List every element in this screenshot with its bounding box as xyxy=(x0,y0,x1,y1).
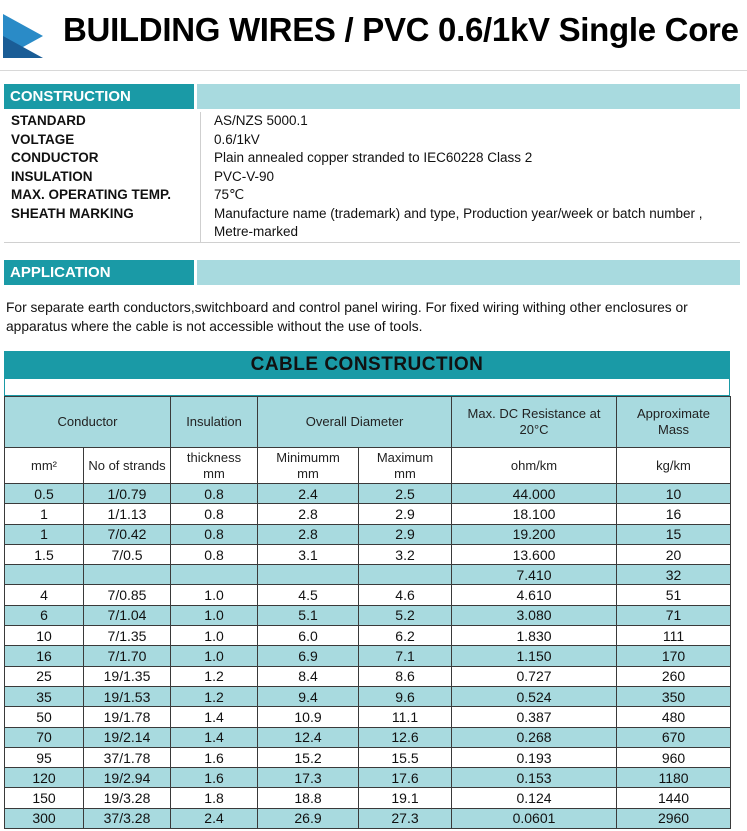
cell-mass: 16 xyxy=(617,504,731,524)
cell-min-diameter: 10.9 xyxy=(258,707,359,727)
table-row xyxy=(5,544,731,564)
table-row xyxy=(5,484,731,504)
cell-min-diameter: 17.3 xyxy=(258,768,359,788)
cell-min-diameter: 26.9 xyxy=(258,808,359,828)
subheader-mm2: mm² xyxy=(5,448,84,484)
cell-resistance: 0.524 xyxy=(452,686,617,706)
cell-mm2: 50 xyxy=(5,707,84,727)
cell-min-diameter: 6.0 xyxy=(258,626,359,646)
cell-thickness: 0.8 xyxy=(171,544,258,564)
cell-strands xyxy=(84,565,171,585)
cell-mass: 10 xyxy=(617,484,731,504)
spec-key: MAX. OPERATING TEMP. xyxy=(11,187,172,202)
cell-strands: 7/0.42 xyxy=(84,524,171,544)
cell-max-diameter: 7.1 xyxy=(359,646,452,666)
cell-min-diameter: 2.8 xyxy=(258,524,359,544)
spec-key: INSULATION xyxy=(11,168,93,184)
cell-thickness: 1.2 xyxy=(171,686,258,706)
cell-mm2: 95 xyxy=(5,747,84,767)
table-row xyxy=(5,504,731,524)
cell-max-diameter: 4.6 xyxy=(359,585,452,605)
title-arrow-shade-icon xyxy=(3,36,43,58)
table-row xyxy=(5,626,731,646)
spec-value: 75℃ xyxy=(200,186,740,205)
spec-key: STANDARD xyxy=(11,113,86,128)
cable-construction-title: CABLE CONSTRUCTION xyxy=(4,351,730,379)
cell-max-diameter: 8.6 xyxy=(359,666,452,686)
cell-mass: 350 xyxy=(617,686,731,706)
header-resistance: Max. DC Resistance at 20°C xyxy=(452,397,617,448)
cell-mass: 170 xyxy=(617,646,731,666)
spec-key: CONDUCTOR xyxy=(11,150,99,165)
cell-resistance: 3.080 xyxy=(452,605,617,625)
cell-thickness xyxy=(171,565,258,585)
cell-resistance: 1.830 xyxy=(452,626,617,646)
cell-strands: 7/0.5 xyxy=(84,544,171,564)
cell-mm2: 120 xyxy=(5,768,84,788)
cell-strands: 7/1.04 xyxy=(84,605,171,625)
cell-strands: 37/1.78 xyxy=(84,747,171,767)
cell-min-diameter: 5.1 xyxy=(258,605,359,625)
table-row xyxy=(5,524,731,544)
cell-max-diameter: 3.2 xyxy=(359,544,452,564)
cell-thickness: 1.4 xyxy=(171,727,258,747)
table-row xyxy=(5,666,731,686)
cell-resistance: 44.000 xyxy=(452,484,617,504)
spec-value: AS/NZS 5000.1 xyxy=(200,112,740,131)
cell-mm2: 1 xyxy=(5,504,84,524)
subheader-strands: No of strands xyxy=(84,448,171,484)
cell-min-diameter xyxy=(258,565,359,585)
cell-min-diameter: 3.1 xyxy=(258,544,359,564)
cell-min-diameter: 6.9 xyxy=(258,646,359,666)
subheader-maximum: Maximum mm xyxy=(359,448,452,484)
cell-strands: 37/3.28 xyxy=(84,808,171,828)
cell-mass: 15 xyxy=(617,524,731,544)
subheader-minimum: Minimumm mm xyxy=(258,448,359,484)
cell-resistance: 0.124 xyxy=(452,788,617,808)
table-row xyxy=(5,788,731,808)
cell-strands: 19/1.53 xyxy=(84,686,171,706)
construction-section-label: CONSTRUCTION xyxy=(4,84,194,109)
cell-thickness: 1.0 xyxy=(171,605,258,625)
cell-max-diameter: 2.9 xyxy=(359,524,452,544)
spec-value: 0.6/1kV xyxy=(200,131,740,150)
application-section-label: APPLICATION xyxy=(4,260,194,285)
table-row xyxy=(5,565,731,585)
cell-mm2: 150 xyxy=(5,788,84,808)
spec-row-sheath-marking xyxy=(4,205,740,242)
spec-value: Manufacture name (trademark) and type, Production year/week or batch number , Metre-marked xyxy=(200,205,740,242)
cell-resistance: 18.100 xyxy=(452,504,617,524)
title-divider xyxy=(0,70,747,71)
table-row xyxy=(5,646,731,666)
spec-key: VOLTAGE xyxy=(11,131,75,147)
cell-thickness: 1.6 xyxy=(171,768,258,788)
application-section-bar xyxy=(4,260,740,285)
cell-mm2 xyxy=(5,565,84,585)
cell-max-diameter: 9.6 xyxy=(359,686,452,706)
cell-resistance: 4.610 xyxy=(452,585,617,605)
cell-min-diameter: 9.4 xyxy=(258,686,359,706)
cell-resistance: 1.150 xyxy=(452,646,617,666)
cell-mass: 670 xyxy=(617,727,731,747)
cell-mass: 1180 xyxy=(617,768,731,788)
table-row xyxy=(5,727,731,747)
cell-max-diameter: 12.6 xyxy=(359,727,452,747)
cell-max-diameter: 17.6 xyxy=(359,768,452,788)
header-insulation: Insulation xyxy=(171,397,258,448)
table-row xyxy=(5,707,731,727)
cell-mass: 1440 xyxy=(617,788,731,808)
spec-row-insulation xyxy=(4,168,740,187)
cable-construction-table-wrap xyxy=(4,351,730,829)
cell-strands: 7/1.70 xyxy=(84,646,171,666)
cell-thickness: 0.8 xyxy=(171,524,258,544)
cell-resistance: 19.200 xyxy=(452,524,617,544)
cell-strands: 19/2.94 xyxy=(84,768,171,788)
table-row xyxy=(5,585,731,605)
cell-thickness: 0.8 xyxy=(171,484,258,504)
cell-thickness: 1.0 xyxy=(171,585,258,605)
spec-row-standard xyxy=(4,112,740,131)
cell-thickness: 2.4 xyxy=(171,808,258,828)
cell-resistance: 0.193 xyxy=(452,747,617,767)
cell-max-diameter: 5.2 xyxy=(359,605,452,625)
spec-key: SHEATH MARKING xyxy=(11,205,134,221)
construction-spec-list xyxy=(4,112,740,242)
cell-mm2: 300 xyxy=(5,808,84,828)
cell-min-diameter: 18.8 xyxy=(258,788,359,808)
cell-resistance: 0.727 xyxy=(452,666,617,686)
header-mass: Approximate Mass xyxy=(617,397,731,448)
cell-mm2: 10 xyxy=(5,626,84,646)
cell-mm2: 1.5 xyxy=(5,544,84,564)
cell-min-diameter: 2.4 xyxy=(258,484,359,504)
spec-row-conductor xyxy=(4,149,740,168)
cell-mass: 480 xyxy=(617,707,731,727)
cell-max-diameter: 19.1 xyxy=(359,788,452,808)
cell-strands: 19/2.14 xyxy=(84,727,171,747)
subheader-ohm: ohm/km xyxy=(452,448,617,484)
cell-thickness: 1.2 xyxy=(171,666,258,686)
table-row xyxy=(5,747,731,767)
cell-thickness: 1.6 xyxy=(171,747,258,767)
cell-min-diameter: 12.4 xyxy=(258,727,359,747)
spec-value: Plain annealed copper stranded to IEC60228 Class 2 xyxy=(200,149,740,168)
cell-resistance: 0.268 xyxy=(452,727,617,747)
cell-max-diameter: 2.5 xyxy=(359,484,452,504)
cell-min-diameter: 15.2 xyxy=(258,747,359,767)
cell-min-diameter: 2.8 xyxy=(258,504,359,524)
cell-resistance: 0.0601 xyxy=(452,808,617,828)
cell-max-diameter: 6.2 xyxy=(359,626,452,646)
table-row xyxy=(5,605,731,625)
cell-mass: 111 xyxy=(617,626,731,646)
construction-section-bar xyxy=(4,84,740,109)
cell-mass: 32 xyxy=(617,565,731,585)
spec-row-max-temp xyxy=(4,186,740,205)
header-conductor: Conductor xyxy=(5,397,171,448)
spec-value: PVC-V-90 xyxy=(200,168,740,187)
subheader-thickness: thickness mm xyxy=(171,448,258,484)
cell-mass: 20 xyxy=(617,544,731,564)
cell-max-diameter: 15.5 xyxy=(359,747,452,767)
header-overall-diameter: Overall Diameter xyxy=(258,397,452,448)
table-row xyxy=(5,808,731,828)
cell-mm2: 4 xyxy=(5,585,84,605)
cell-mass: 2960 xyxy=(617,808,731,828)
cell-mm2: 16 xyxy=(5,646,84,666)
cell-max-diameter: 27.3 xyxy=(359,808,452,828)
cell-strands: 1/0.79 xyxy=(84,484,171,504)
cell-min-diameter: 8.4 xyxy=(258,666,359,686)
cell-mass: 51 xyxy=(617,585,731,605)
spec-divider xyxy=(4,242,740,243)
cable-construction-table xyxy=(4,396,731,829)
cell-thickness: 1.4 xyxy=(171,707,258,727)
cell-mm2: 1 xyxy=(5,524,84,544)
cell-resistance: 7.410 xyxy=(452,565,617,585)
cell-mm2: 6 xyxy=(5,605,84,625)
cell-thickness: 1.0 xyxy=(171,646,258,666)
cell-mm2: 35 xyxy=(5,686,84,706)
application-text: For separate earth conductors,switchboard and control panel wiring. For fixed wiring withing other enclosures or apparatus where the cable is not accessible without the use of tools. xyxy=(6,300,688,334)
spec-row-voltage xyxy=(4,131,740,150)
cell-strands: 7/0.85 xyxy=(84,585,171,605)
cell-resistance: 0.153 xyxy=(452,768,617,788)
cell-thickness: 0.8 xyxy=(171,504,258,524)
table-row xyxy=(5,686,731,706)
cell-strands: 7/1.35 xyxy=(84,626,171,646)
cell-mm2: 70 xyxy=(5,727,84,747)
cell-strands: 19/1.78 xyxy=(84,707,171,727)
cell-mm2: 0.5 xyxy=(5,484,84,504)
cell-mass: 71 xyxy=(617,605,731,625)
cell-strands: 1/1.13 xyxy=(84,504,171,524)
cell-mm2: 25 xyxy=(5,666,84,686)
page-title: BUILDING WIRES / PVC 0.6/1kV Single Core xyxy=(63,11,739,48)
cell-thickness: 1.8 xyxy=(171,788,258,808)
cell-max-diameter xyxy=(359,565,452,585)
cell-mass: 960 xyxy=(617,747,731,767)
cell-resistance: 13.600 xyxy=(452,544,617,564)
cell-max-diameter: 2.9 xyxy=(359,504,452,524)
cell-strands: 19/3.28 xyxy=(84,788,171,808)
cell-max-diameter: 11.1 xyxy=(359,707,452,727)
cell-strands: 19/1.35 xyxy=(84,666,171,686)
cell-thickness: 1.0 xyxy=(171,626,258,646)
cell-mass: 260 xyxy=(617,666,731,686)
subheader-kg: kg/km xyxy=(617,448,731,484)
cell-resistance: 0.387 xyxy=(452,707,617,727)
cell-min-diameter: 4.5 xyxy=(258,585,359,605)
table-row xyxy=(5,768,731,788)
